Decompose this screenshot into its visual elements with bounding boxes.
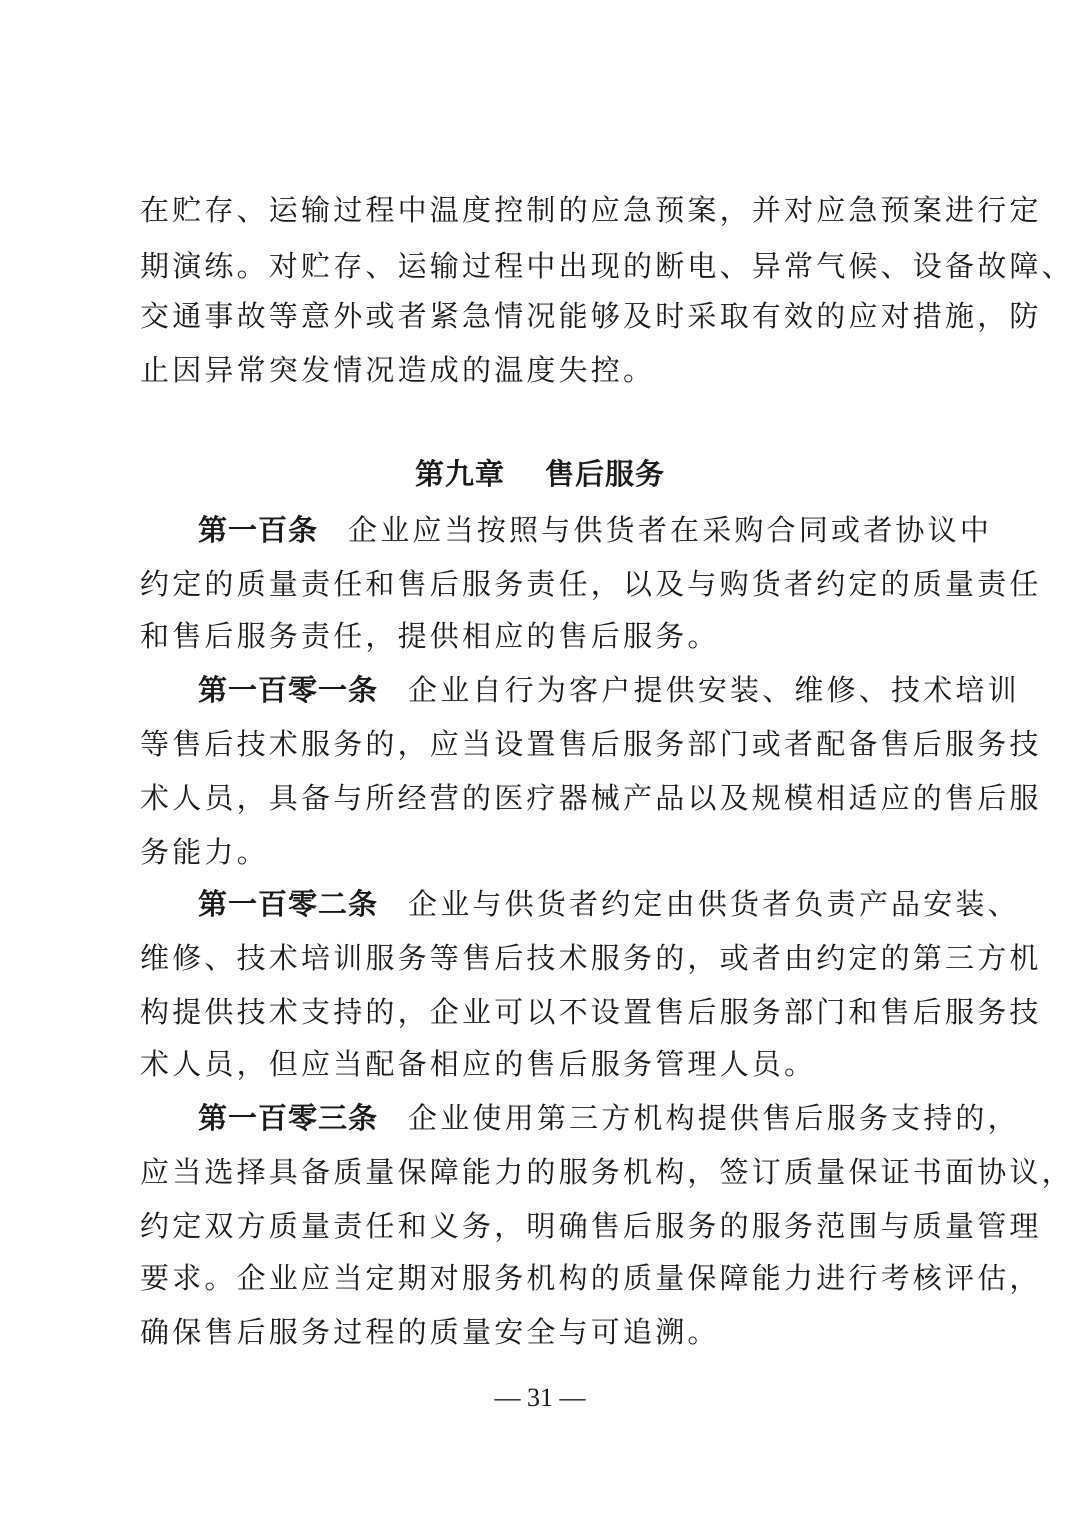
paragraph-line: 和售后服务责任，提供相应的售后服务。 <box>140 619 720 653</box>
article-first-line <box>198 502 993 558</box>
article-text: 企业与供货者约定由供货者负责产品安装、 <box>408 887 1020 921</box>
paragraph-line: 术人员，但应当配备相应的售后服务管理人员。 <box>140 1047 817 1081</box>
paragraph-line: 维修、技术培训服务等售后技术服务的，或者由约定的第三方机 <box>140 941 1042 975</box>
paragraph-line: 应当选择具备质量保障能力的服务机构，签订质量保证书面协议， <box>140 1155 1074 1189</box>
paragraph-line: 术人员，具备与所经营的医疗器械产品以及规模相适应的售后服 <box>140 781 1042 815</box>
article-first-line <box>198 1090 1020 1146</box>
paragraph-line: 要求。企业应当定期对服务机构的质量保障能力进行考核评估， <box>140 1261 1042 1295</box>
page-number: — 31 — <box>494 1383 586 1412</box>
article-text: 企业自行为客户提供安装、维修、技术培训 <box>408 673 1020 707</box>
article-text: 企业应当按照与供货者在采购合同或者协议中 <box>348 513 993 547</box>
chapter-heading <box>0 446 1080 502</box>
article-text: 企业使用第三方机构提供售后服务支持的， <box>408 1101 1020 1135</box>
paragraph-line: 止因异常突发情况造成的温度失控。 <box>140 353 656 387</box>
paragraph-line: 交通事故等意外或者紧急情况能够及时采取有效的应对措施，防 <box>140 299 1042 333</box>
paragraph-line: 约定双方质量责任和义务，明确售后服务的服务范围与质量管理 <box>140 1209 1042 1243</box>
article-title: 第一百零三条 <box>198 1101 379 1135</box>
article-title: 第一百条 <box>198 513 319 547</box>
paragraph-line: 在贮存、运输过程中温度控制的应急预案，并对应急预案进行定 <box>140 193 1042 227</box>
article-title: 第一百零二条 <box>198 887 379 921</box>
article-first-line <box>198 662 1020 718</box>
paragraph-line: 务能力。 <box>140 835 269 869</box>
chapter-number: 第九章 <box>414 457 505 491</box>
paragraph-line: 等售后技术服务的，应当设置售后服务部门或者配备售后服务技 <box>140 727 1042 761</box>
article-title: 第一百零一条 <box>198 673 379 707</box>
paragraph-line: 约定的质量责任和售后服务责任，以及与购货者约定的质量责任 <box>140 567 1042 601</box>
paragraph-line: 确保售后服务过程的质量安全与可追溯。 <box>140 1315 720 1349</box>
paragraph-line: 构提供技术支持的，企业可以不设置售后服务部门和售后服务技 <box>140 995 1042 1029</box>
article-first-line <box>198 876 1020 932</box>
chapter-title: 售后服务 <box>545 457 666 491</box>
paragraph-line: 期演练。对贮存、运输过程中出现的断电、异常气候、设备故障、 <box>140 249 1074 283</box>
